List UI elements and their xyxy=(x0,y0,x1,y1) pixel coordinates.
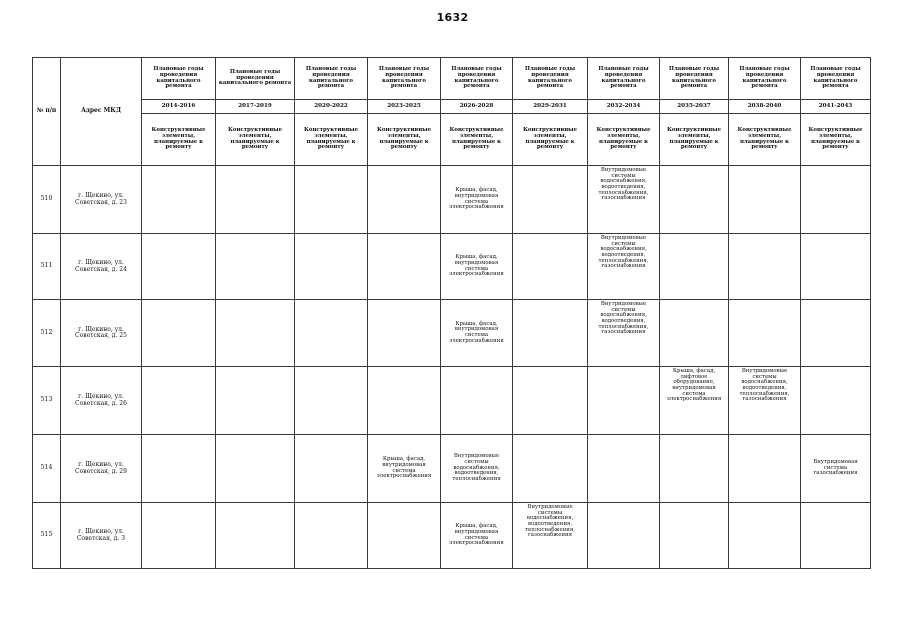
empty-cell xyxy=(295,367,368,435)
table-header xyxy=(33,58,871,166)
table-body xyxy=(33,166,871,569)
period-title-header: Плановые годы проведения капитального ремонта xyxy=(441,58,513,100)
empty-cell xyxy=(801,503,871,569)
period-title-header: Плановые годы проведения капитального ремонта xyxy=(729,58,801,100)
elements-header: Конструктивные элементы, планируемые к ремонту xyxy=(588,114,660,166)
empty-cell xyxy=(295,166,368,234)
empty-cell xyxy=(142,300,216,367)
empty-cell xyxy=(368,367,441,435)
empty-cell xyxy=(513,166,588,234)
empty-cell xyxy=(142,234,216,300)
empty-cell xyxy=(729,166,801,234)
empty-cell xyxy=(588,435,660,503)
empty-cell xyxy=(142,435,216,503)
empty-cell xyxy=(368,503,441,569)
empty-cell xyxy=(368,166,441,234)
table-row xyxy=(33,367,871,435)
empty-cell xyxy=(729,234,801,300)
empty-cell xyxy=(588,367,660,435)
repair-elements-cell: Внутридомовые системы водоснабжения, водоотведения, теплоснабжения, газоснабжения xyxy=(588,166,660,234)
period-range-header: 2017-2019 xyxy=(216,100,295,114)
header-row-elements xyxy=(33,114,871,166)
empty-cell xyxy=(441,367,513,435)
empty-cell xyxy=(216,166,295,234)
row-number: 513 xyxy=(33,367,61,435)
empty-cell xyxy=(801,234,871,300)
row-number: 510 xyxy=(33,166,61,234)
period-range-header: 2041-2043 xyxy=(801,100,871,114)
empty-cell xyxy=(216,234,295,300)
period-title-header: Плановые годы проведения капитального ремонта xyxy=(368,58,441,100)
period-title-header: Плановые годы проведения капитального ремонта xyxy=(513,58,588,100)
empty-cell xyxy=(660,300,729,367)
header-row-titles xyxy=(33,58,871,100)
repair-elements-cell: Крыша, фасад, лифтовое оборудование, внутридомовая система электроснабжения xyxy=(660,367,729,435)
address-header: Адрес МКД xyxy=(61,58,142,166)
repair-elements-cell: Внутридомовые системы водоснабжения, водоотведения, теплоснабжения, газоснабжения xyxy=(588,300,660,367)
elements-header: Конструктивные элементы, планируемые к ремонту xyxy=(368,114,441,166)
elements-header: Конструктивные элементы, планируемые к ремонту xyxy=(660,114,729,166)
period-range-header: 2026-2028 xyxy=(441,100,513,114)
empty-cell xyxy=(368,300,441,367)
empty-cell xyxy=(660,435,729,503)
period-range-header: 2035-2037 xyxy=(660,100,729,114)
building-address: г. Щекино, ул. Советская, д. 25 xyxy=(61,300,142,367)
empty-cell xyxy=(513,234,588,300)
empty-cell xyxy=(729,300,801,367)
empty-cell xyxy=(729,435,801,503)
empty-cell xyxy=(588,503,660,569)
building-address: г. Щекино, ул. Советская, д. 29 xyxy=(61,435,142,503)
empty-cell xyxy=(216,503,295,569)
repair-elements-cell: Внутридомовые системы водоснабжения, водоотведения, теплоснабжения xyxy=(441,435,513,503)
empty-cell xyxy=(295,300,368,367)
period-title-header: Плановые годы проведения капитального ремонта xyxy=(660,58,729,100)
repair-elements-cell: Внутридомовая система газоснабжения xyxy=(801,435,871,503)
period-title-header: Плановые годы проведения капитального ремонта xyxy=(588,58,660,100)
period-range-header: 2020-2022 xyxy=(295,100,368,114)
empty-cell xyxy=(801,300,871,367)
elements-header: Конструктивные элементы, планируемые к ремонту xyxy=(801,114,871,166)
elements-header: Конструктивные элементы, планируемые к ремонту xyxy=(216,114,295,166)
building-address: г. Щекино, ул. Советская, д. 24 xyxy=(61,234,142,300)
empty-cell xyxy=(513,435,588,503)
empty-cell xyxy=(729,503,801,569)
empty-cell xyxy=(295,234,368,300)
table-row xyxy=(33,503,871,569)
building-address: г. Щекино, ул. Советская, д. 3 xyxy=(61,503,142,569)
capital-repair-schedule-table xyxy=(32,57,871,569)
elements-header: Конструктивные элементы, планируемые к ремонту xyxy=(142,114,216,166)
empty-cell xyxy=(660,166,729,234)
row-number: 511 xyxy=(33,234,61,300)
row-number-header: № п/п xyxy=(33,58,61,166)
repair-elements-cell: Крыша, фасад, внутридомовая система электроснабжения xyxy=(441,300,513,367)
header-row-years xyxy=(33,100,871,114)
period-title-header: Плановые годы проведения капитального ремонта xyxy=(801,58,871,100)
period-range-header: 2032-2034 xyxy=(588,100,660,114)
table-row xyxy=(33,166,871,234)
empty-cell xyxy=(142,503,216,569)
elements-header: Конструктивные элементы, планируемые к ремонту xyxy=(513,114,588,166)
table-row xyxy=(33,435,871,503)
repair-elements-cell: Внутридомовые системы водоснабжения, водоотведения, теплоснабжения, газоснабжения xyxy=(588,234,660,300)
empty-cell xyxy=(142,367,216,435)
repair-elements-cell: Крыша, фасад, внутридомовая система электроснабжения xyxy=(441,503,513,569)
empty-cell xyxy=(216,300,295,367)
repair-elements-cell: Крыша, фасад, внутридомовая система электроснабжения xyxy=(368,435,441,503)
empty-cell xyxy=(513,300,588,367)
period-title-header: Плановые годы проведения капитального ремонта xyxy=(216,58,295,100)
empty-cell xyxy=(216,435,295,503)
empty-cell xyxy=(295,435,368,503)
period-range-header: 2029-2031 xyxy=(513,100,588,114)
row-number: 512 xyxy=(33,300,61,367)
building-address: г. Щекино, ул. Советская, д. 23 xyxy=(61,166,142,234)
empty-cell xyxy=(801,166,871,234)
empty-cell xyxy=(295,503,368,569)
empty-cell xyxy=(660,503,729,569)
repair-elements-cell: Внутридомовые системы водоснабжения, водоотведения, теплоснабжения, газоснабжения xyxy=(513,503,588,569)
empty-cell xyxy=(142,166,216,234)
empty-cell xyxy=(216,367,295,435)
empty-cell xyxy=(513,367,588,435)
period-range-header: 2023-2025 xyxy=(368,100,441,114)
row-number: 514 xyxy=(33,435,61,503)
elements-header: Конструктивные элементы, планируемые к ремонту xyxy=(295,114,368,166)
page-number: 1632 xyxy=(436,11,469,24)
period-range-header: 2038-2040 xyxy=(729,100,801,114)
period-title-header: Плановые годы проведения капитального ремонта xyxy=(142,58,216,100)
row-number: 515 xyxy=(33,503,61,569)
table-row xyxy=(33,300,871,367)
repair-elements-cell: Крыша, фасад, внутридомовая система электроснабжения xyxy=(441,166,513,234)
table-row xyxy=(33,234,871,300)
period-range-header: 2014-2016 xyxy=(142,100,216,114)
building-address: г. Щекино, ул. Советская, д. 26 xyxy=(61,367,142,435)
elements-header: Конструктивные элементы, планируемые к ремонту xyxy=(441,114,513,166)
repair-elements-cell: Внутридомовые системы водоснабжения, водоотведения, теплоснабжения, газоснабжения xyxy=(729,367,801,435)
repair-elements-cell: Крыша, фасад, внутридомовая система электроснабжения xyxy=(441,234,513,300)
empty-cell xyxy=(368,234,441,300)
elements-header: Конструктивные элементы, планируемые к ремонту xyxy=(729,114,801,166)
empty-cell xyxy=(801,367,871,435)
period-title-header: Плановые годы проведения капитального ремонта xyxy=(295,58,368,100)
empty-cell xyxy=(660,234,729,300)
